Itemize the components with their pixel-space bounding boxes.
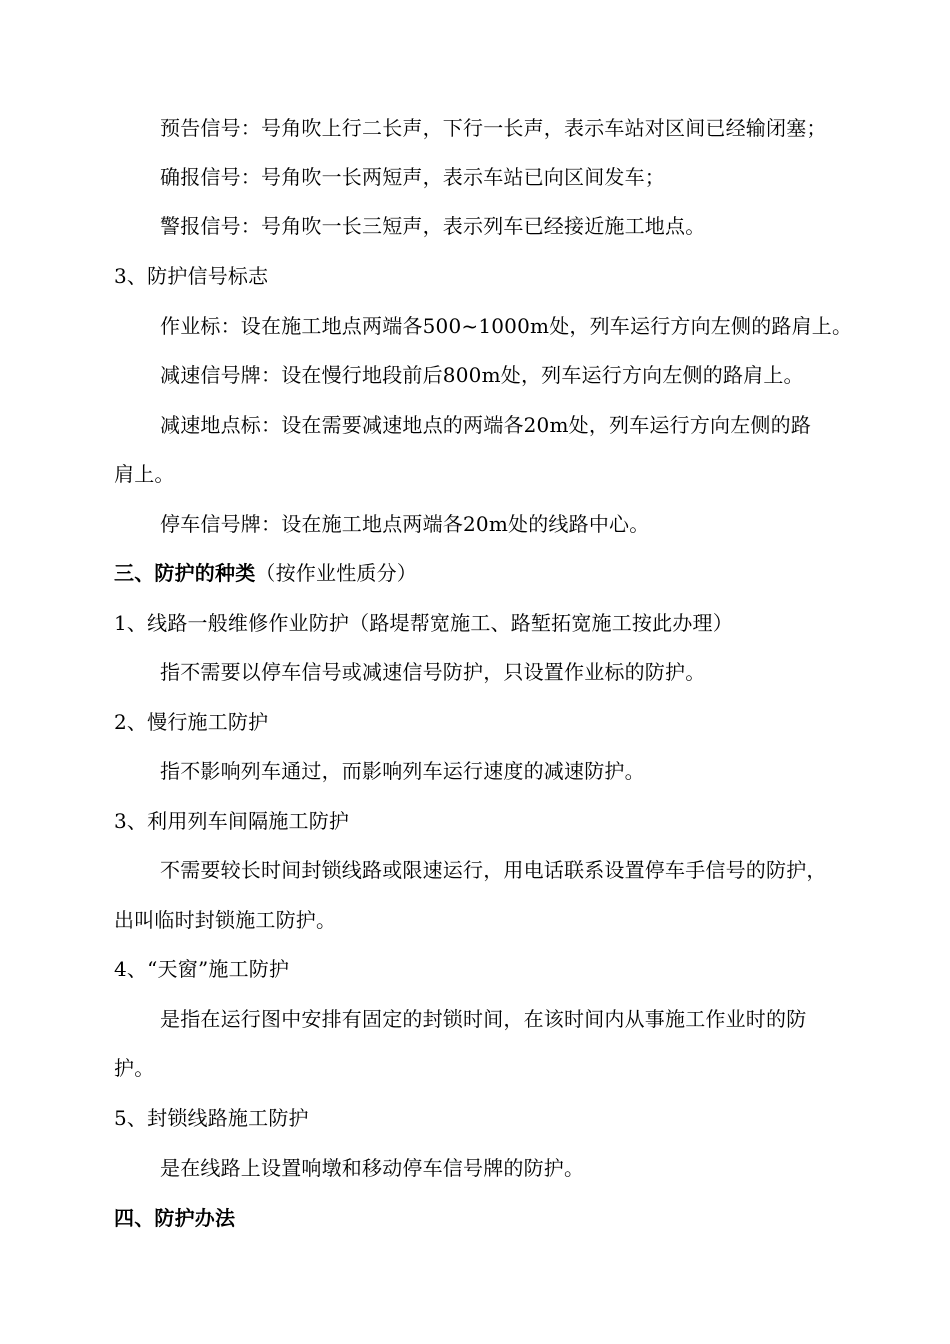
paragraph-general-maintenance: 指不需要以停车信号或减速信号防护，只设置作业标的防护。 [160,660,706,684]
section-heading-note: （按作业性质分） [255,561,418,585]
paragraph-interval-construction: 不需要较长时间封锁线路或限速运行，用电话联系设置停车手信号的防护， [160,858,827,882]
subheading-general-maintenance: 1、线路一般维修作业防护（路堤帮宽施工、路堑拓宽施工按此办理） [114,611,733,635]
paragraph-alarm-signal: 警报信号：号角吹一长三短声，表示列车已经接近施工地点。 [160,214,706,238]
paragraph-work-sign: 作业标：设在施工地点两端各500~1000m处，列车运行方向左侧的路肩上。 [160,314,853,338]
subheading-blockade-construction: 5、封锁线路施工防护 [114,1106,309,1130]
paragraph-slow-point-sign-cont: 肩上。 [114,462,175,486]
section-heading-protection-types [114,559,894,587]
paragraph-pre-signal: 预告信号：号角吹上行二长声，下行一长声，表示车站对区间已经输闭塞； [160,116,827,140]
section-heading-bold: 三、防护的种类 [114,561,256,585]
paragraph-slow-point-sign: 减速地点标：设在需要减速地点的两端各20m处，列车运行方向左侧的路 [160,413,812,437]
subheading-slow-construction: 2、慢行施工防护 [114,710,269,734]
section-heading-protection-methods: 四、防护办法 [114,1206,236,1230]
paragraph-slow-construction: 指不影响列车通过，而影响列车运行速度的减速防护。 [160,759,645,783]
subheading-interval-construction: 3、利用列车间隔施工防护 [114,809,350,833]
paragraph-stop-sign: 停车信号牌：设在施工地点两端各20m处的线路中心。 [160,512,650,536]
paragraph-skylight-construction: 是指在运行图中安排有固定的封锁时间，在该时间内从事施工作业时的防 [160,1007,807,1031]
paragraph-slow-sign: 减速信号牌：设在慢行地段前后800m处，列车运行方向左侧的路肩上。 [160,363,804,387]
paragraph-interval-construction-cont: 出叫临时封锁施工防护。 [114,908,337,932]
paragraph-confirm-signal: 确报信号：号角吹一长两短声，表示车站已向区间发车； [160,165,665,189]
subheading-skylight-construction: 4、“天窗”施工防护 [114,957,290,981]
paragraph-skylight-construction-cont: 护。 [114,1056,155,1080]
paragraph-blockade-construction: 是在线路上设置响墩和移动停车信号牌的防护。 [160,1156,585,1180]
subheading-protection-signs: 3、防护信号标志 [114,264,269,288]
